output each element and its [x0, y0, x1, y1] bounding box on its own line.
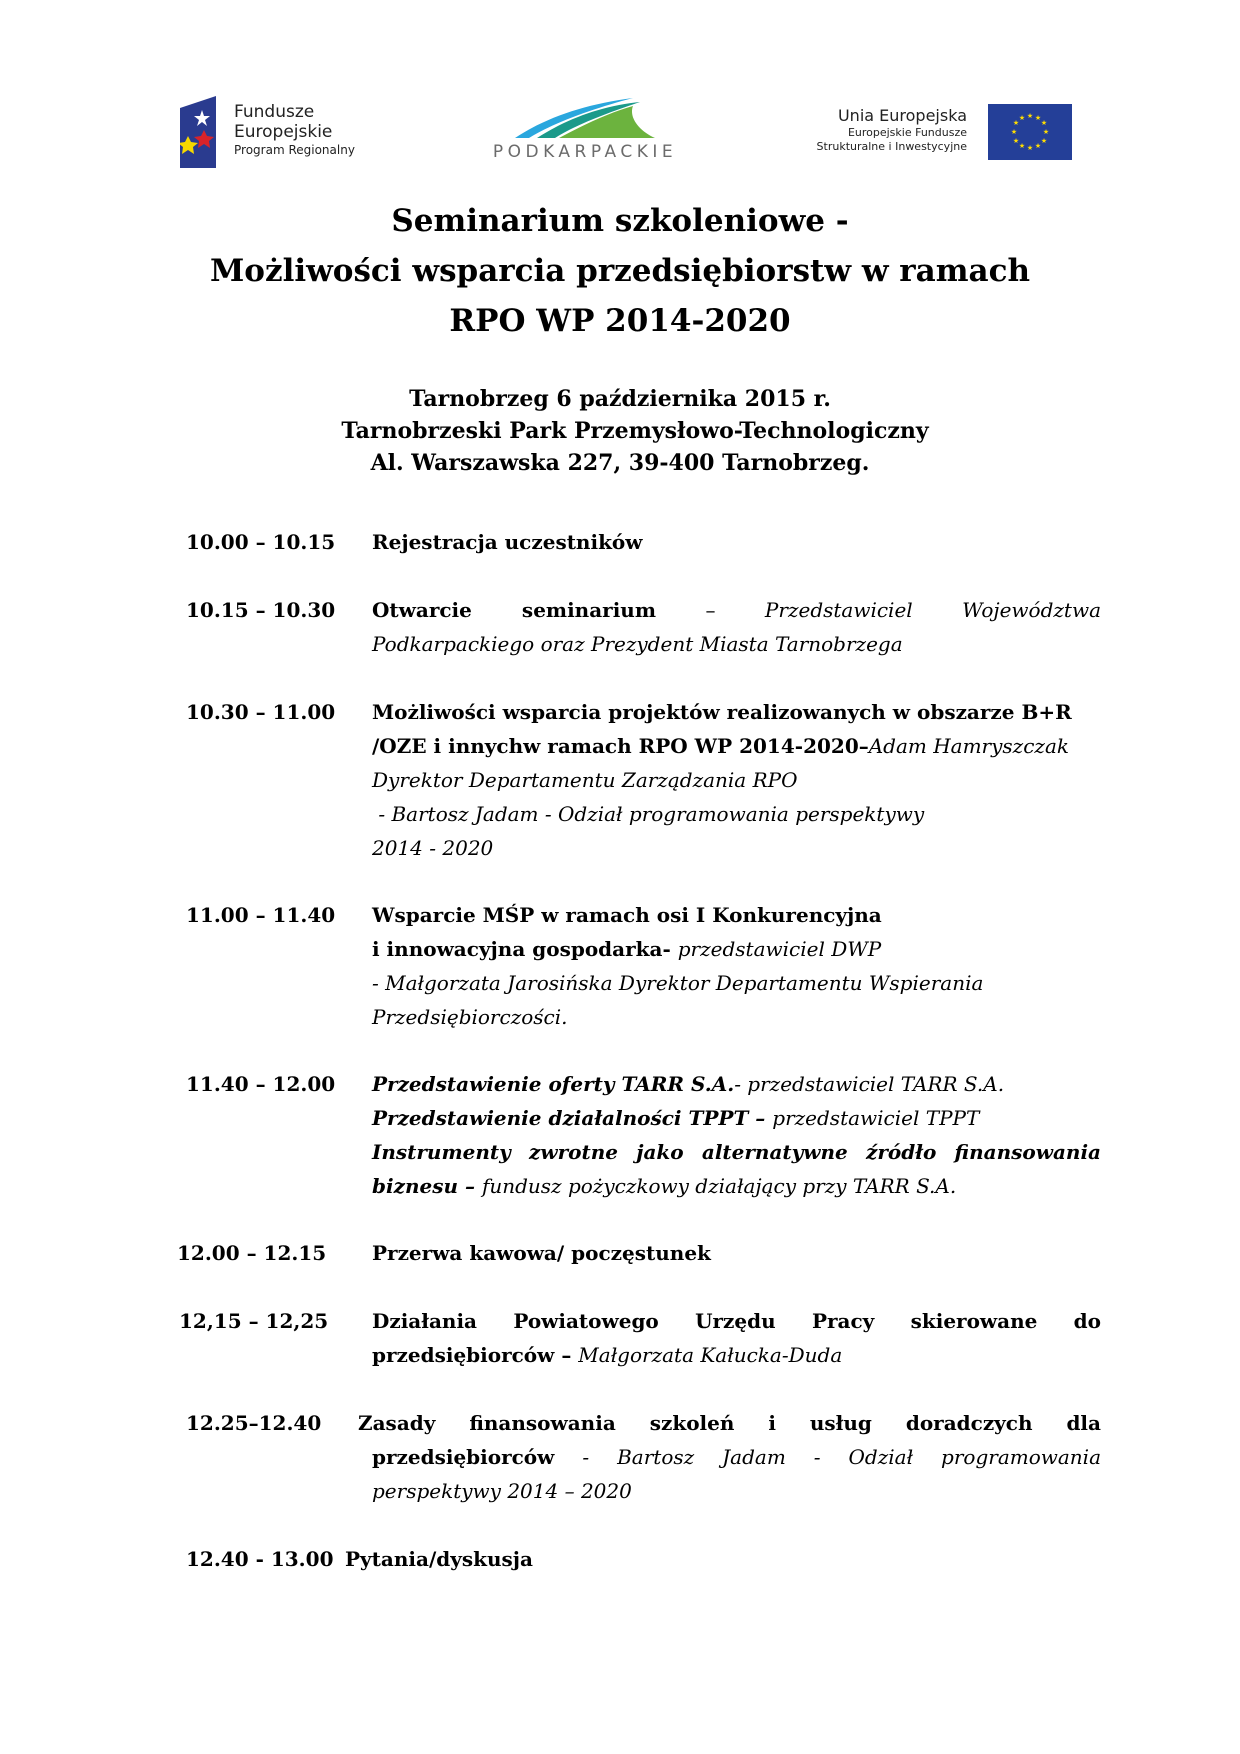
svg-text:★: ★	[1040, 119, 1048, 127]
agenda-title: Zasady finansowania szkoleń i usług doradczych dla	[358, 1411, 1101, 1435]
agenda-line: przedsiębiorców – Małgorzata Kałucka-Duda	[372, 1343, 843, 1367]
agenda-speaker: - Małgorzata Jarosińska Dyrektor Departamentu Wspierania	[372, 971, 984, 995]
agenda-line: /OZE i innychw ramach RPO WP 2014-2020–Adam Hamryszczak	[372, 734, 1069, 758]
agenda-line: i innowacyjna gospodarka- przedstawiciel DWP	[372, 937, 882, 961]
agenda-time: 10.30 – 11.00	[186, 700, 336, 724]
agenda-time: 12,15 – 12,25	[179, 1309, 329, 1333]
fundusze-line2: Europejskie	[234, 122, 333, 142]
title-line-3: RPO WP 2014-2020	[449, 303, 791, 339]
fundusze-stars-icon	[180, 96, 216, 168]
agenda-time: 11.40 – 12.00	[186, 1072, 336, 1096]
svg-text:★: ★	[1018, 142, 1026, 150]
agenda-speaker: - Bartosz Jadam - Odział programowania perspektywy	[372, 802, 925, 826]
title-line-1: Seminarium szkoleniowe -	[391, 203, 849, 239]
agenda-time: 12.40 - 13.00	[186, 1547, 334, 1571]
agenda-line: przedsiębiorców - Bartosz Jadam - Odział programowania	[372, 1445, 1101, 1469]
ue-line2: Europejskie Fundusze	[847, 126, 967, 139]
svg-text:★: ★	[1034, 142, 1042, 150]
agenda-speaker: Podkarpackiego oraz Prezydent Miasta Tarnobrzega	[372, 632, 903, 656]
agenda-time: 10.00 – 10.15	[186, 530, 336, 554]
event-date: Tarnobrzeg 6 października 2015 r.	[409, 386, 831, 412]
svg-text:★: ★	[1026, 112, 1034, 120]
agenda-time: 12.25–12.40	[186, 1411, 322, 1435]
eu-flag-icon	[988, 104, 1072, 160]
agenda-speaker: Dyrektor Departamentu Zarządzania RPO	[372, 768, 798, 792]
document-title	[0, 196, 1240, 346]
agenda-time: 12.00 – 12.15	[177, 1241, 327, 1265]
agenda-title: Możliwości wsparcia projektów realizowanych w obszarze B+R	[372, 700, 1072, 724]
ue-line3: Strukturalne i Inwestycyjne	[816, 140, 967, 153]
agenda-line: Przedstawienie działalności TPPT – przedstawiciel TPPT	[372, 1106, 980, 1130]
svg-text:★: ★	[1040, 137, 1048, 145]
svg-text:★: ★	[1012, 119, 1020, 127]
agenda-speaker: Przedsiębiorczości.	[372, 1005, 568, 1029]
agenda-title: Pytania/dyskusja	[345, 1547, 533, 1571]
agenda-line: Otwarcie seminarium – Przedstawiciel Województwa	[372, 598, 1101, 622]
fundusze-europejskie-logo	[180, 96, 520, 168]
title-line-2: Możliwości wsparcia przedsiębiorstw w ramach	[209, 253, 1031, 289]
agenda-line: Przedstawienie oferty TARR S.A.- przedstawiciel TARR S.A.	[372, 1072, 1005, 1096]
event-place: Tarnobrzeski Park Przemysłowo-Technologiczny	[341, 418, 929, 444]
agenda-speaker: 2014 - 2020	[372, 836, 494, 860]
fundusze-line1: Fundusze	[234, 102, 315, 122]
unia-europejska-logo	[790, 104, 1072, 166]
podkarpackie-name: PODKARPACKIE	[492, 142, 678, 162]
venue-block	[0, 383, 1240, 479]
agenda-title: Przerwa kawowa/ poczęstunek	[372, 1241, 711, 1265]
svg-text:★: ★	[1042, 128, 1050, 136]
agenda-title: Rejestracja uczestników	[372, 530, 643, 554]
svg-text:★: ★	[1018, 114, 1026, 122]
agenda-time: 11.00 – 11.40	[186, 903, 336, 927]
agenda-title: Działania Powiatowego Urzędu Pracy skierowane do	[372, 1309, 1101, 1333]
agenda-title: Wsparcie MŚP w ramach osi I Konkurencyjna	[372, 903, 882, 927]
svg-text:★: ★	[1026, 144, 1034, 152]
agenda-line: Instrumenty zwrotne jako alternatywne źródło finansowania	[372, 1140, 1101, 1164]
agenda-speaker: perspektywy 2014 – 2020	[372, 1479, 632, 1503]
event-address: Al. Warszawska 227, 39-400 Tarnobrzeg.	[370, 450, 870, 476]
svg-text:★: ★	[1034, 114, 1042, 122]
ue-line1: Unia Europejska	[837, 106, 967, 125]
agenda-line: biznesu – fundusz pożyczkowy działający przy TARR S.A.	[372, 1174, 957, 1198]
agenda-time: 10.15 – 10.30	[186, 598, 336, 622]
svg-text:★: ★	[1012, 137, 1020, 145]
podkarpackie-logo	[485, 92, 685, 166]
svg-text:★: ★	[1010, 128, 1018, 136]
podkarpackie-hills-icon	[515, 92, 655, 140]
fundusze-line3: Program Regionalny	[234, 143, 355, 157]
